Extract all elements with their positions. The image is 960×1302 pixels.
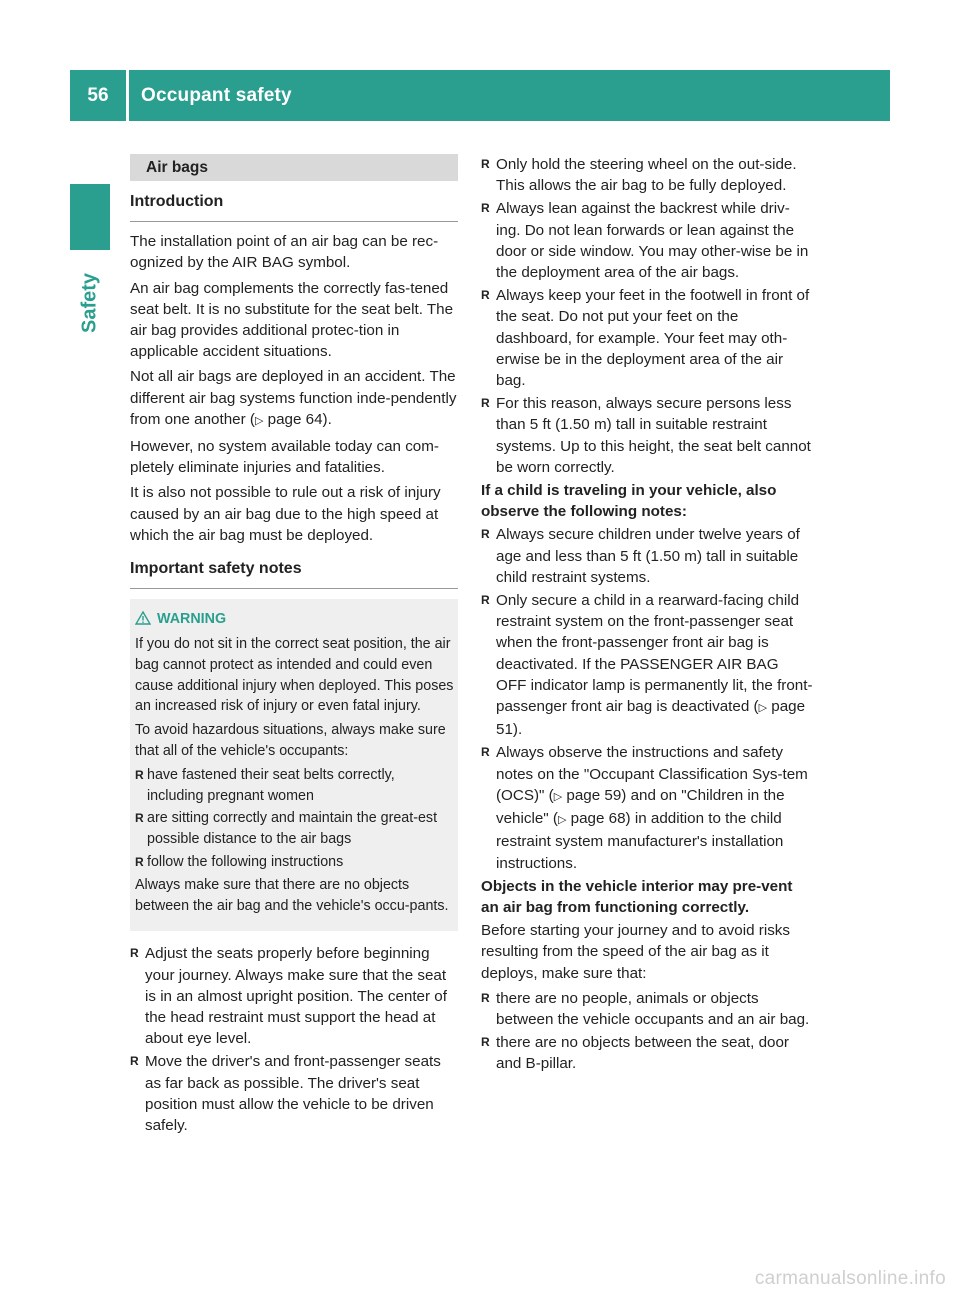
warning-title: WARNING xyxy=(157,611,227,628)
list-item-text: there are no objects between the seat, door and B-pillar. xyxy=(496,1034,789,1073)
list-item-text: are sitting correctly and maintain the great-est possible distance to the air bags xyxy=(147,810,438,848)
child-bullet-list xyxy=(481,524,813,873)
page-ref-link[interactable]: page 59) and on "Children in the vehicle" ( xyxy=(496,786,785,828)
warning-heading xyxy=(135,609,454,630)
bullet-icon: R xyxy=(135,811,144,826)
bullet-icon: R xyxy=(481,745,490,760)
objects-bullet-list xyxy=(481,988,813,1075)
page-ref-arrow-icon: ▷ xyxy=(553,790,563,803)
list-item xyxy=(481,393,813,478)
driving-bullet-list xyxy=(481,154,813,478)
bullet-icon: R xyxy=(130,1054,139,1069)
bullet-icon: R xyxy=(135,767,144,782)
bullet-icon: R xyxy=(481,396,490,411)
warning-triangle-icon xyxy=(135,611,151,625)
list-item-text: Only hold the steering wheel on the out-side. This allows the air bag to be fully deployed. xyxy=(496,156,797,195)
warning-paragraph: To avoid hazardous situations, always make sure that all of the vehicle's occupants: xyxy=(135,722,446,760)
list-item xyxy=(135,765,454,807)
bullet-icon: R xyxy=(481,201,490,216)
list-item-text: follow the following instructions xyxy=(147,854,344,871)
warning-paragraph: If you do not sit in the correct seat position, the air bag cannot protect as intended and could even cause additional injury when deployed. This poses an increased risk of injury or even fatal injury. xyxy=(135,636,454,715)
intro-paragraph: The installation point of an air bag can be rec-ognized by the AIR BAG symbol. xyxy=(130,233,439,272)
list-item xyxy=(481,285,813,391)
bullet-icon: R xyxy=(135,855,144,870)
list-item-text: there are no people, animals or objects between the vehicle occupants and an air bag. xyxy=(496,989,810,1028)
list-item-text: Only secure a child in a rearward-facing child restraint system on the front-passenger seat when the front-passenger front air bag is deactivated. If the PASSENGER AIR BAG OFF indicator lamp is permanently lit, the front-passenger front air bag is deactivated ( xyxy=(496,592,813,716)
bullet-icon: R xyxy=(481,1035,490,1050)
watermark: carmanualsonline.info xyxy=(754,1268,946,1289)
bullet-icon: R xyxy=(481,527,490,542)
warning-box xyxy=(130,599,458,931)
side-tab-label: Safety xyxy=(78,272,101,334)
bullet-icon: R xyxy=(481,157,490,171)
list-item-text: Always keep your feet in the footwell in front of the seat. Do not put your feet on the dashboard, for example. Your feet may oth-erwise be in the deployment area of the air bag. xyxy=(496,287,810,390)
list-item xyxy=(135,852,454,873)
page-ref-arrow-icon: ▷ xyxy=(254,414,264,427)
list-item-text: Adjust the seats properly before beginning your journey. Always make sure that the seat is in an almost upright position. The center of the head restraint must support the head at about eye level. xyxy=(145,945,447,1048)
list-item-text: Always observe the instructions and safety notes on the "Occupant Classification Sys-tem (OCS)" ( xyxy=(496,744,808,804)
list-item xyxy=(481,988,813,1030)
subheading-safety-notes: Important safety notes xyxy=(130,558,458,589)
intro-paragraph: However, no system available today can com-pletely eliminate injuries and fatalities. xyxy=(130,438,439,477)
intro-paragraph: An air bag complements the correctly fas-tened seat belt. It is no substitute for the seat belt. The air bag provides additional protec-tion in applicable accident situations. xyxy=(130,279,454,361)
child-notes-heading: If a child is traveling in your vehicle, also observe the following notes: xyxy=(481,482,777,521)
bullet-icon: R xyxy=(130,946,139,961)
subheading-introduction: Introduction xyxy=(130,191,458,222)
list-item xyxy=(481,154,813,196)
intro-paragraph xyxy=(130,366,458,432)
page-ref-arrow-icon: ▷ xyxy=(557,814,567,827)
list-item-text: Move the driver's and front-passenger seats as far back as possible. The driver's seat position must allow the vehicle to be driven safely. xyxy=(145,1053,441,1135)
bullet-icon: R xyxy=(481,593,490,608)
page-ref-link[interactable]: page 64). xyxy=(267,410,332,428)
left-column xyxy=(130,154,458,1138)
warning-paragraph: Always make sure that there are no objects between the air bag and the vehicle's occu-pants. xyxy=(135,876,449,914)
list-item-text: Always lean against the backrest while driv-ing. Do not lean forwards or lean against the door or side window. You may other-wise be in the deployment area of the air bags. xyxy=(496,200,809,282)
page-number: 56 xyxy=(87,85,109,106)
list-item xyxy=(481,1032,813,1074)
side-tab-label-box xyxy=(62,263,118,343)
seat-bullet-list xyxy=(130,943,458,1136)
intro-paragraph: It is also not possible to rule out a risk of injury caused by an air bag due to the high speed at which the air bag must be deployed. xyxy=(130,484,441,544)
list-item-text: have fastened their seat belts correctly, including pregnant women xyxy=(147,766,395,804)
list-item xyxy=(481,590,813,740)
list-item-text: For this reason, always secure persons less than 5 ft (1.50 m) tall in suitable restraint systems. Up to this height, the seat belt cannot be worn correctly. xyxy=(496,395,811,476)
list-item xyxy=(481,742,813,873)
list-item xyxy=(130,1051,458,1136)
list-item xyxy=(130,943,458,1049)
section-heading-air-bags: Air bags xyxy=(130,154,458,181)
list-item xyxy=(135,808,454,850)
side-tab-marker xyxy=(70,184,110,250)
page-ref-link[interactable]: page 68) in addition to the child restraint system manufacturer's installation instructions. xyxy=(496,810,784,872)
objects-paragraph: Before starting your journey and to avoid risks resulting from the speed of the air bag as it deploys, make sure that: xyxy=(481,922,790,982)
warning-bullet-list xyxy=(135,765,454,873)
intro-text: Not all air bags are deployed in an accident. The different air bag systems function inde-pendently from one another ( xyxy=(130,368,457,428)
list-item-text: Always secure children under twelve years of age and less than 5 ft (1.50 m) tall in suitable child restraint systems. xyxy=(496,526,800,586)
header-separator xyxy=(126,70,129,121)
bullet-icon: R xyxy=(481,990,490,1005)
list-item xyxy=(481,524,813,588)
page-ref-arrow-icon: ▷ xyxy=(758,702,768,715)
chapter-title: Occupant safety xyxy=(141,85,292,106)
list-item xyxy=(481,198,813,283)
page-ref-link[interactable]: page 51). xyxy=(496,698,806,739)
objects-heading: Objects in the vehicle interior may pre-vent an air bag from functioning correctly. xyxy=(481,877,793,916)
bullet-icon: R xyxy=(481,288,490,303)
right-column xyxy=(481,154,813,1077)
